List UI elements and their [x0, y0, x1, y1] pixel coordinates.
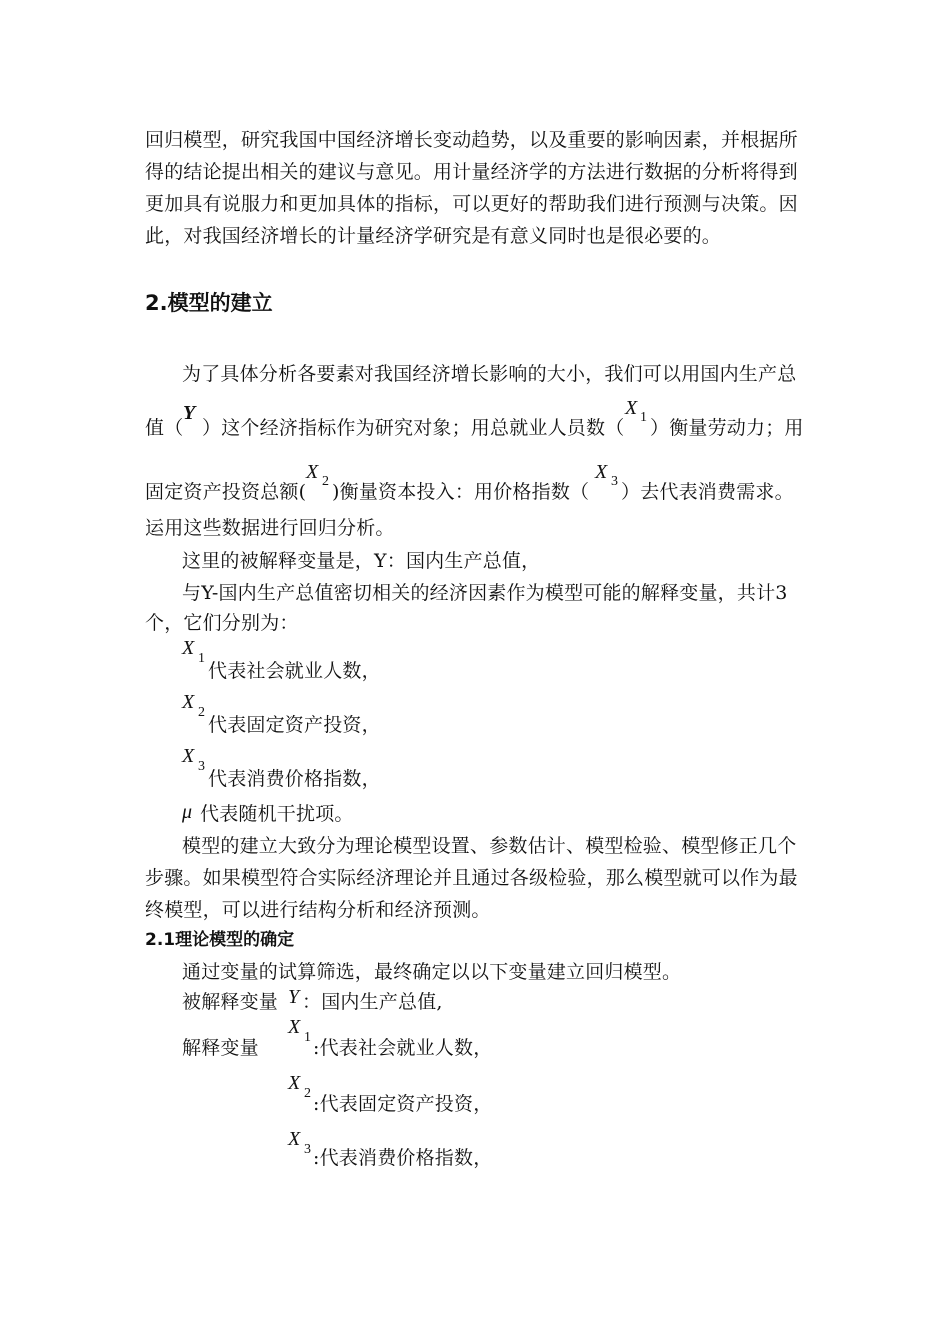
subscript-3: 3: [611, 474, 618, 489]
indep-x1-desc: :代表社会就业人数，: [313, 1037, 493, 1059]
list-x3-desc: 代表消费价格指数，: [208, 768, 381, 790]
symbol-x2: X: [306, 461, 319, 483]
s2-p1-line-3a: 固定资产投资总额(: [145, 481, 307, 503]
indep-x2-desc: :代表固定资产投资，: [313, 1093, 493, 1115]
indep-x2-subscript: 2: [304, 1086, 311, 1101]
subscript-2: 2: [322, 474, 329, 489]
independent-variable-label: 解释变量: [182, 1037, 259, 1059]
subscript-1: 1: [640, 410, 647, 425]
intro-line-4: 此，对我国经济增长的计量经济学研究是有意义同时也是很必要的。: [145, 225, 722, 247]
s2-p1-line-3c: ）去代表消费需求。: [621, 481, 794, 503]
indep-x3-desc: :代表消费价格指数，: [313, 1147, 493, 1169]
s2-p4-line-3: 终模型，可以进行结构分析和经济预测。: [145, 899, 491, 921]
list-mu-symbol: μ: [182, 801, 193, 823]
list-x3-subscript: 3: [198, 759, 205, 774]
s2-p1-line-2b: ）这个经济指标作为研究对象；用总就业人员数（: [202, 417, 625, 439]
dependent-variable-label: 被解释变量: [182, 991, 279, 1013]
list-x1-desc: 代表社会就业人数，: [208, 660, 381, 682]
indep-x1-symbol: X: [288, 1016, 301, 1038]
list-x1-symbol: X: [182, 637, 195, 659]
list-x2-symbol: X: [182, 691, 195, 713]
list-x3-symbol: X: [182, 745, 195, 767]
s2-p3-line-2: 个，它们分别为：: [145, 612, 299, 634]
s21-p1: 通过变量的试算筛选，最终确定以以下变量建立回归模型。: [182, 961, 682, 983]
dependent-variable-desc: ：国内生产总值,: [302, 991, 443, 1013]
symbol-x1: X: [625, 397, 638, 419]
symbol-y: Y: [183, 402, 196, 424]
indep-x3-subscript: 3: [304, 1142, 311, 1157]
s2-p4-line-1: 模型的建立大致分为理论模型设置、参数估计、模型检验、模型修正几个: [182, 835, 797, 857]
s2-p3-line-1: 与Y-国内生产总值密切相关的经济因素作为模型可能的解释变量，共计3: [182, 582, 788, 604]
s2-p1-line-2a: 值（: [145, 417, 184, 439]
intro-line-3: 更加具有说服力和更加具体的指标，可以更好的帮助我们进行预测与决策。因: [145, 193, 798, 215]
symbol-x3: X: [595, 461, 608, 483]
s2-p1-line-4: 运用这些数据进行回归分析。: [145, 517, 395, 539]
list-x2-desc: 代表固定资产投资，: [208, 714, 381, 736]
list-x2-subscript: 2: [198, 705, 205, 720]
intro-line-1: 回归模型，研究我国中国经济增长变动趋势，以及重要的影响因素，并根据所: [145, 129, 798, 151]
indep-x3-symbol: X: [288, 1128, 301, 1150]
s2-p1-line-2c: ）衡量劳动力；用: [650, 417, 804, 439]
s2-p1-line-1: 为了具体分析各要素对我国经济增长影响的大小，我们可以用国内生产总: [182, 363, 797, 385]
subsection-heading: 2.1理论模型的确定: [145, 930, 295, 950]
s2-p1-line-3b: )衡量资本投入：用价格指数（: [332, 481, 590, 503]
section-heading: 2.模型的建立: [145, 291, 273, 315]
list-x1-subscript: 1: [198, 651, 205, 666]
indep-x2-symbol: X: [288, 1072, 301, 1094]
s2-p4-line-2: 步骤。如果模型符合实际经济理论并且通过各级检验，那么模型就可以作为最: [145, 867, 798, 889]
s2-p2: 这里的被解释变量是，Y：国内生产总值，: [182, 550, 541, 572]
intro-line-2: 得的结论提出相关的建议与意见。用计量经济学的方法进行数据的分析将得到: [145, 161, 798, 183]
dep-y-symbol: Y: [288, 986, 300, 1008]
indep-x1-subscript: 1: [304, 1030, 311, 1045]
list-mu-desc: 代表随机干扰项。: [200, 803, 354, 825]
